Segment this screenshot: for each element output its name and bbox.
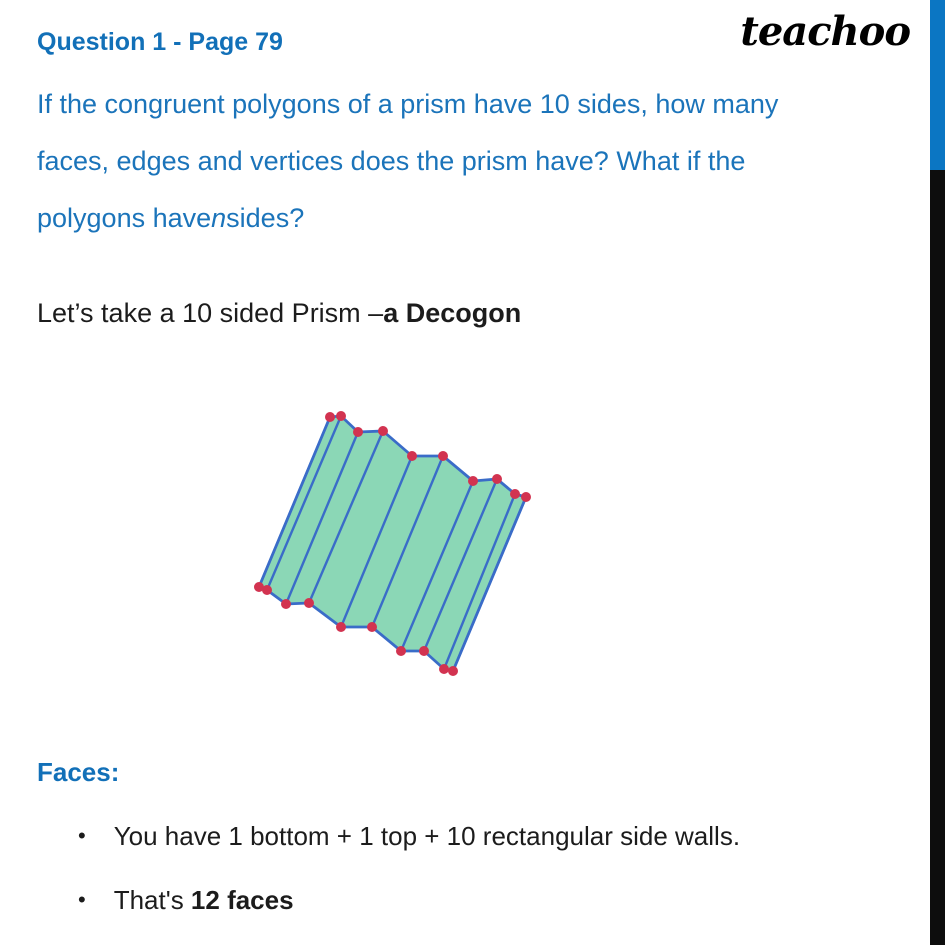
intro-prefix: Let’s take a 10 sided Prism – [37,298,384,328]
prism-vertex-dot [521,492,531,502]
prism-lateral-edge [424,479,497,651]
prism-lateral-edge [309,431,383,603]
prism-vertex-dot [439,664,449,674]
teachoo-logo: teachoo [740,8,910,55]
faces-bullet-1-plain: You have 1 bottom + 1 top + 10 rectangular side walls. [113,820,741,851]
prism-outline [259,416,526,671]
prism-lateral-edge [401,481,473,651]
prism-lateral-edge [372,456,443,627]
prism-vertex-dot [438,451,448,461]
prism-vertex-dot [262,585,272,595]
prism-lateral-edge [259,417,330,587]
faces-bullet-1-text [114,821,740,852]
prism-vertex-dot [468,476,478,486]
question-line3-suffix: sides? [226,203,305,233]
variable-n: n [211,203,227,233]
faces-bullet-1 [78,814,898,858]
prism-vertex-dot [304,598,314,608]
prism-vertex-dot [336,622,346,632]
faces-bullet-2-bold: 12 faces [190,884,294,915]
prism-vertex-dot [336,411,346,421]
prism-lateral-edge [444,494,515,669]
question-text-line-1: If the congruent polygons of a prism have 10 sides, how many [37,89,779,119]
question-text-line-3 [37,190,867,247]
prism-lateral-edge [286,432,358,604]
intro-bold-decogon: a Decogon [383,298,522,328]
prism-vertex-dot [407,451,417,461]
prism-vertex-dot [492,474,502,484]
prism-vertex-dot [378,426,388,436]
prism-vertex-dot [419,646,429,656]
prism-vertex-dot [353,427,363,437]
faces-bullet-2-text [114,885,294,916]
prism-vertex-dot [281,599,291,609]
right-accent-bar-blue [930,0,945,170]
intro-sentence [37,285,867,342]
prism-vertex-dot [510,489,520,499]
question-line3-prefix: polygons have [37,203,212,233]
prism-lateral-edge [341,456,412,627]
page-title: Question 1 - Page 79 [37,28,283,56]
faces-bullet-2-plain: That's [113,884,191,915]
bullet-icon: • [78,823,86,848]
question-text-line-2: faces, edges and vertices does the prism have? What if the [37,146,746,176]
prism-vertex-dot [325,412,335,422]
bullet-icon: • [78,887,86,912]
prism-vertex-dot [448,666,458,676]
prism-vertex-dot [254,582,264,592]
prism-vertex-dot [396,646,406,656]
prism-lateral-edge [453,497,526,671]
faces-section-heading: Faces: [37,757,120,787]
faces-bullet-2 [78,878,898,922]
prism-vertex-dot [367,622,377,632]
prism-lateral-edge [267,416,341,590]
right-accent-bar-black [930,170,945,945]
